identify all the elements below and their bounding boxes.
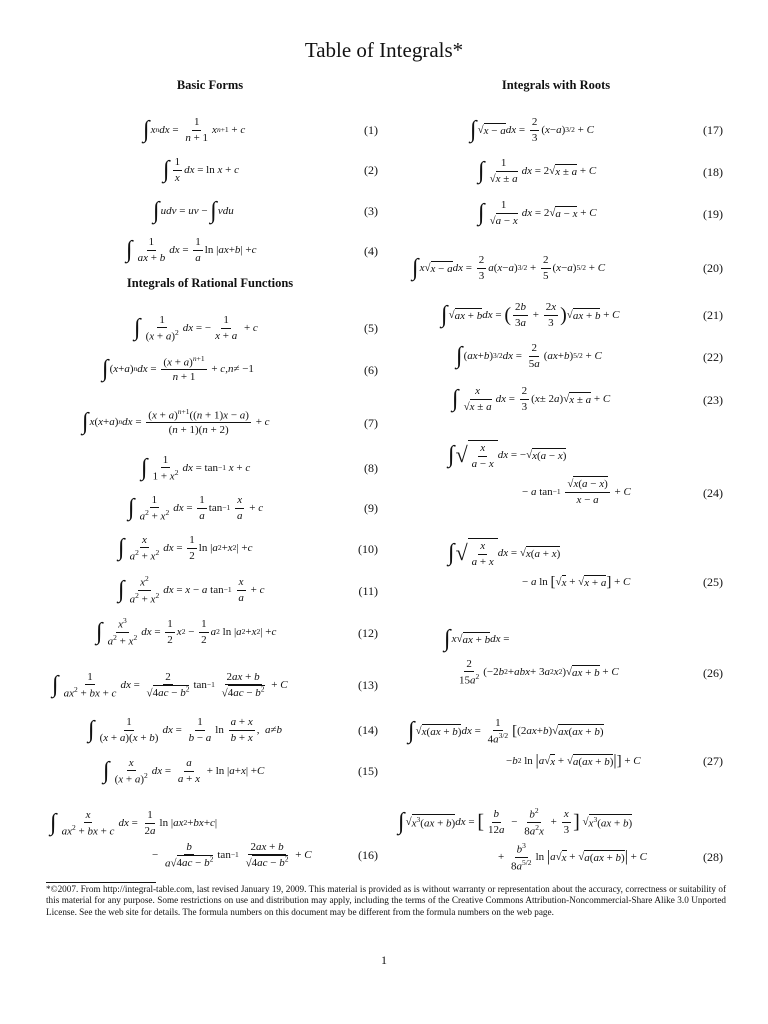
equation-number: (24) xyxy=(703,486,723,500)
equation-number: (13) xyxy=(358,678,378,692)
formula-28-line-2: + $\frac{b^3}{8a^{5/2}}$ ln | a √ x + √ a(ax + b) | + C xyxy=(498,840,647,873)
equation-number: (15) xyxy=(358,764,378,778)
formula-24-line-1: ∫ √ $\frac{x}{a - x}$ dx = −√ x(a − x) xyxy=(448,441,567,470)
formula-14: ∫ $\frac{1}{(x + a)(x + b)}$ dx = $\frac{1}{b - a}$ ln $\frac{a + x}{b + x}$ , a ≠ b xyxy=(88,716,283,744)
equation-number: (17) xyxy=(703,123,723,137)
equation-number: (1) xyxy=(364,123,378,137)
formula-4: ∫ $\frac{1}{ax + b}$ dx = $\frac{1}{a}$ ln | ax + b | + c xyxy=(126,236,257,264)
formula-18: ∫ $\frac{1}{√x \pm a}$ dx = 2√ x ± a + C xyxy=(478,157,597,185)
equation-number: (18) xyxy=(703,165,723,179)
formula-1: ∫ x n dx = $\frac{1}{n + 1}$ x n+1 + c xyxy=(143,116,246,144)
formula-22: ∫ ( ax + b ) 3/2 dx = $\frac{2}{5a}$ ( ax + b ) 5/2 + C xyxy=(456,342,602,370)
formula-11: ∫ $\frac{x^2}{a^2 + x^2}$ dx = x − a tan −1 $\frac{x}{a}$ + c xyxy=(118,573,265,606)
equation-number: (9) xyxy=(364,501,378,515)
equation-number: (6) xyxy=(364,363,378,377)
equation-number: (21) xyxy=(703,308,723,322)
equation-number: (26) xyxy=(703,666,723,680)
equation-number: (3) xyxy=(364,204,378,218)
equation-number: (8) xyxy=(364,461,378,475)
equation-number: (19) xyxy=(703,207,723,221)
equation-number: (7) xyxy=(364,416,378,430)
formula-26-line-2: $\frac{2}{15a^2}$ (−2 b 2 + abx + 3 a 2 x 2 )√ ax + b + C xyxy=(459,657,619,687)
section-integrals-with-roots: Integrals with Roots xyxy=(501,78,611,92)
formula-16-line-1: ∫ $\frac{x}{ax^2 + bx + c}$ dx = $\frac{1}{2a}$ ln | ax 2 + bx + c | xyxy=(50,808,218,838)
formula-20: ∫ x √ x − a dx = $\frac{2}{3}$ a ( x − a ) 3/2 + $\frac{2}{5}$ ( x − a ) 5/2 + C xyxy=(412,254,606,282)
formula-27-line-1: ∫ √ x(ax + b) dx = $\frac{1}{4a^{3/2}}$ [ (2 ax + b )√ ax(ax + b) xyxy=(408,716,604,746)
equation-number: (5) xyxy=(364,321,378,335)
formula-5: ∫ $\frac{1}{(x + a)^2}$ dx = − $\frac{1}{x + a}$ + c xyxy=(134,313,258,343)
formula-10: ∫ $\frac{x}{a^2 + x^2}$ dx = $\frac{1}{2}$ ln | a 2 + x 2 | + c xyxy=(118,533,253,563)
equation-number: (16) xyxy=(358,848,378,862)
formula-16-line-2: − $\frac{b}{a√4ac - b^2}$ tan −1 $\frac{2ax + b}{√4ac - b^2}$ + C xyxy=(152,840,312,870)
formula-7: ∫ x ( x + a ) n dx = $\frac{(x + a)^{n+1}((n + 1)x - a)}{(n + 1)(n + 2)}$ + c xyxy=(82,406,270,437)
equation-number: (11) xyxy=(358,584,378,598)
formula-6: ∫ ( x + a ) n dx = $\frac{(x + a)^{n+1}}{n + 1}$ + c , n ≠ −1 xyxy=(102,353,254,384)
equation-number: (23) xyxy=(703,393,723,407)
formula-25-line-1: ∫ √ $\frac{x}{a + x}$ dx = √ x(a + x) xyxy=(448,539,561,568)
formula-13: ∫ $\frac{1}{ax^2 + bx + c}$ dx = $\frac{2}{√4ac - b^2}$ tan −1 $\frac{2ax + b}{√4ac - b^2}$ + C xyxy=(52,670,288,700)
formula-15: ∫ $\frac{x}{(x + a)^2}$ dx = $\frac{a}{a + x}$ + ln | a + x | + C xyxy=(103,756,265,786)
formula-25-line-2: − a ln [ √ x + √ x + a ] + C xyxy=(522,573,631,590)
formula-17: ∫ √ x − a dx = $\frac{2}{3}$ ( x − a ) 3/2 + C xyxy=(470,116,594,144)
equation-number: (28) xyxy=(703,850,723,864)
formula-19: ∫ $\frac{1}{√a - x}$ dx = 2√ a − x + C xyxy=(478,199,597,227)
formula-27-line-2: − b 2 ln | a √ x + √ a(ax + b) | ] + C xyxy=(506,752,641,770)
equation-number: (4) xyxy=(364,244,378,258)
section-rational-functions: Integrals of Rational Functions xyxy=(126,276,294,290)
equation-number: (20) xyxy=(703,261,723,275)
equation-number: (14) xyxy=(358,723,378,737)
formula-9: ∫ $\frac{1}{a^2 + x^2}$ dx = $\frac{1}{a}$ tan −1 $\frac{x}{a}$ + c xyxy=(128,493,264,523)
equation-number: (27) xyxy=(703,754,723,768)
footnote: *©2007. From http://integral-table.com, last revised January 19, 2009. This material is provided as is without warranty or representation about the accuracy, correctness or suitability of this material for any purpose. Some restrictions on use and distribution may apply, including the terms of the Creative Commons Attribution-Noncommercial-Share Alike 3.0 Unported License. See the web site for details. The formula numbers on this document may be different from the formula numbers on the web page. xyxy=(46,884,726,917)
footnote-rule xyxy=(46,882,156,883)
formula-24-line-2: − a tan −1 $\frac{√x(a - x)}{x - a}$ + C xyxy=(522,478,631,506)
formula-23: ∫ $\frac{x}{√x \pm a}$ dx = $\frac{2}{3}$ ( x ± 2 a )√ x ± a + C xyxy=(452,385,611,413)
formula-8: ∫ $\frac{1}{1 + x^2}$ dx = tan −1 x + c xyxy=(141,453,251,483)
equation-number: (25) xyxy=(703,575,723,589)
formula-3: ∫ udv = uv − ∫ vdu xyxy=(153,198,234,224)
formula-21: ∫ √ ax + b dx = ( $\frac{2b}{3a}$ + $\frac{2x}{3}$ ) √ ax + b + C xyxy=(441,301,620,329)
equation-number: (2) xyxy=(364,163,378,177)
equation-number: (10) xyxy=(358,542,378,556)
section-basic-forms: Basic Forms xyxy=(176,78,244,92)
formula-28-line-1: ∫ √ $x^3(ax + b)$ dx = [ $\frac{b}{12a}$ − $\frac{b^2}{8a^2x}$ + $\frac{x}{3}$ ] √ $x^3(ax + b)$ xyxy=(398,805,633,838)
formula-26-line-1: ∫ x √ ax + b dx = xyxy=(444,626,510,652)
formula-12: ∫ $\frac{x^3}{a^2 + x^2}$ dx = $\frac{1}{2}$ x 2 − $\frac{1}{2}$ a 2 ln | a 2 + x 2 | + c xyxy=(96,615,277,648)
equation-number: (12) xyxy=(358,626,378,640)
page-number: 1 xyxy=(381,953,387,967)
formula-2: ∫ $\frac{1}{x}$ dx = ln x + c xyxy=(163,156,239,184)
equation-number: (22) xyxy=(703,350,723,364)
page-title: Table of Integrals* xyxy=(304,38,464,62)
